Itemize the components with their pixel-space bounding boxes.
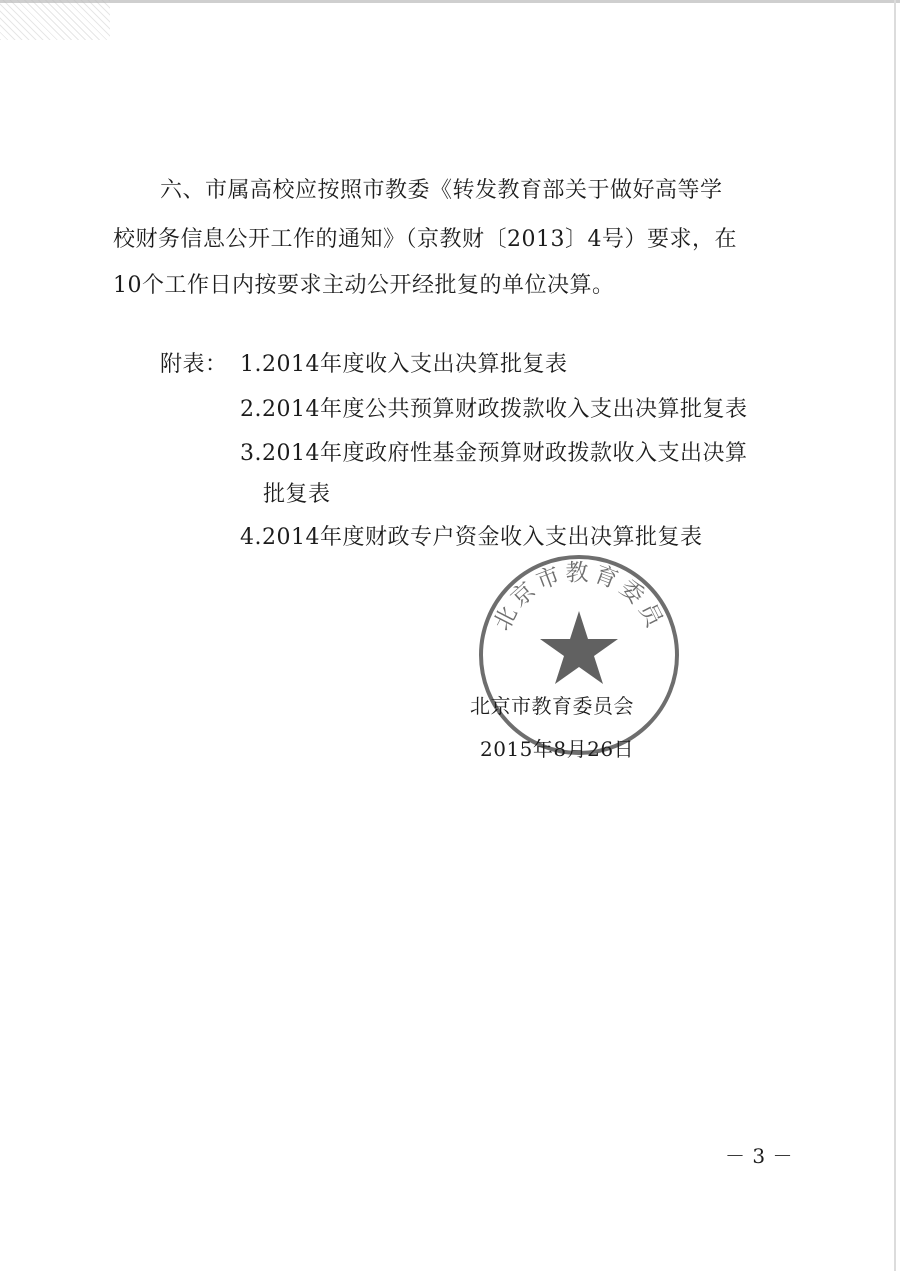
seal-text: 北京市教育委员 bbox=[489, 559, 669, 635]
attachment-item-1: 1.2014年度收入支出决算批复表 bbox=[240, 352, 568, 377]
official-seal bbox=[477, 553, 681, 757]
seal-star-icon bbox=[540, 611, 618, 684]
attachments-label: 附表： bbox=[160, 352, 228, 377]
attachment-item-3: 3.2014年度政府性基金预算财政拨款收入支出决算 bbox=[240, 441, 748, 466]
paragraph-6-line-3: 10个工作日内按要求主动公开经批复的单位决算。 bbox=[113, 273, 615, 298]
paragraph-6-line-1: 六、市属高校应按照市教委《转发教育部关于做好高等学 bbox=[160, 178, 723, 203]
attachment-item-4: 4.2014年度财政专户资金收入支出决算批复表 bbox=[240, 525, 703, 550]
signature-date: 2015年8月26日 bbox=[480, 737, 635, 761]
scan-corner-noise bbox=[0, 0, 110, 40]
attachment-item-2: 2.2014年度公共预算财政拨款收入支出决算批复表 bbox=[240, 397, 748, 422]
attachment-item-3-continued: 批复表 bbox=[263, 482, 331, 507]
scan-edge-right bbox=[894, 0, 896, 1271]
signature-org: 北京市教育委员会 bbox=[470, 694, 634, 718]
scan-edge-top bbox=[0, 0, 900, 3]
paragraph-6-line-2: 校财务信息公开工作的通知》（京教财〔2013〕4号）要求，在 bbox=[113, 227, 737, 252]
page-number: － 3 － bbox=[725, 1144, 793, 1168]
